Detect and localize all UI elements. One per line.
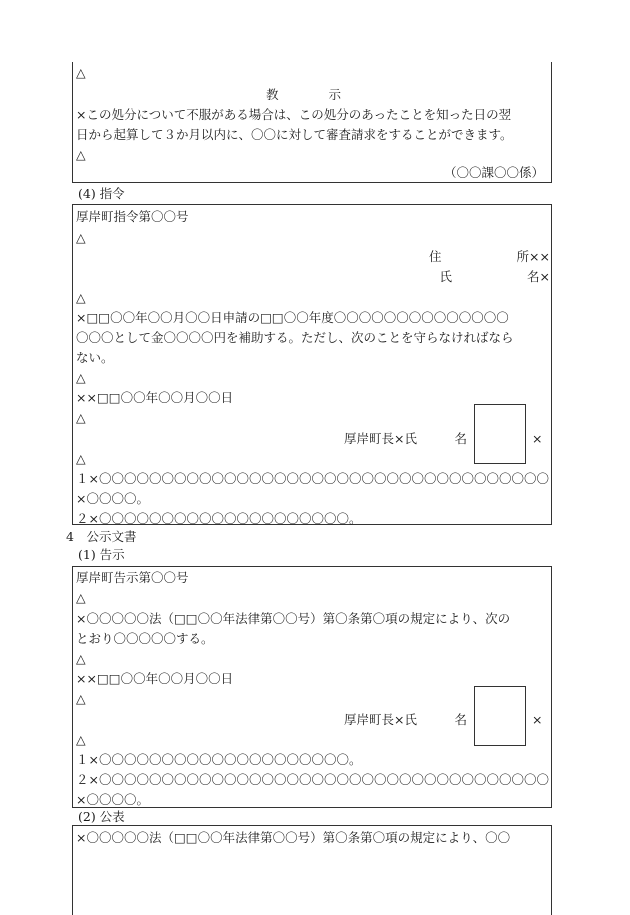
triangle-mark: △: [76, 451, 86, 466]
triangle-mark: △: [76, 590, 86, 605]
subsection-heading-kokuji: (1) 告示: [78, 547, 125, 562]
kyoji-text-line-2: 日から起算して３か月以内に、〇〇に対して審査請求をすることができます。: [76, 127, 513, 142]
triangle-mark: △: [76, 230, 86, 245]
doc-number: 厚岸町告示第〇〇号: [76, 570, 189, 585]
body-line: とおり〇〇〇〇〇する。: [76, 631, 214, 646]
list-item-2: ２×〇〇〇〇〇〇〇〇〇〇〇〇〇〇〇〇〇〇〇〇。: [76, 511, 362, 526]
triangle-mark: △: [76, 691, 86, 706]
triangle-mark: △: [76, 370, 86, 385]
mayor-tail-mark: ×: [532, 431, 543, 446]
body-line: ×□□〇〇年〇〇月〇〇日申請の□□〇〇年度〇〇〇〇〇〇〇〇〇〇〇〇〇〇: [76, 310, 509, 325]
triangle-mark: △: [76, 147, 86, 162]
body-line: ×〇〇〇〇〇法（□□〇〇年法律第〇〇号）第〇条第〇項の規定により、〇〇: [76, 830, 511, 845]
mayor-tail-mark: ×: [532, 712, 543, 727]
triangle-mark: △: [76, 651, 86, 666]
body-line: ない。: [76, 350, 114, 365]
body-line: 〇〇〇として金〇〇〇〇円を補助する。ただし、次のことを守らなければなら: [76, 330, 514, 345]
department-label: （〇〇課〇〇係）: [443, 165, 544, 180]
kyoji-title: 教 示: [266, 87, 342, 102]
list-item-1-cont: ×〇〇〇〇。: [76, 491, 149, 506]
mayor-signature-line: 厚岸町長×氏 名: [344, 431, 467, 446]
section-heading-shiji: (4) 指令: [78, 186, 125, 201]
address-line: 住 所××: [429, 249, 550, 264]
kyoji-text-line-1: ×この処分について不服がある場合は、この処分のあったことを知った日の翌: [76, 107, 512, 122]
section-heading-koji: 4 公示文書: [66, 529, 137, 544]
doc-number: 厚岸町指令第〇〇号: [76, 209, 189, 224]
triangle-mark: △: [76, 65, 86, 80]
date-line: ××□□〇〇年〇〇月〇〇日: [76, 390, 234, 405]
list-item-1: １×〇〇〇〇〇〇〇〇〇〇〇〇〇〇〇〇〇〇〇〇。: [76, 752, 362, 767]
mayor-signature-line: 厚岸町長×氏 名: [344, 712, 467, 727]
date-line: ××□□〇〇年〇〇月〇〇日: [76, 671, 234, 686]
list-item-2-cont: ×〇〇〇〇。: [76, 792, 149, 807]
body-line: ×〇〇〇〇〇法（□□〇〇年法律第〇〇号）第〇条第〇項の規定により、次の: [76, 611, 511, 626]
triangle-mark: △: [76, 732, 86, 747]
subsection-heading-kohyo: (2) 公表: [78, 809, 125, 824]
list-item-2: ２×〇〇〇〇〇〇〇〇〇〇〇〇〇〇〇〇〇〇〇〇〇〇〇〇〇〇〇〇〇〇〇〇〇〇〇〇: [76, 772, 549, 787]
triangle-mark: △: [76, 410, 86, 425]
triangle-mark: △: [76, 290, 86, 305]
list-item-1: １×〇〇〇〇〇〇〇〇〇〇〇〇〇〇〇〇〇〇〇〇〇〇〇〇〇〇〇〇〇〇〇〇〇〇〇〇: [76, 471, 549, 486]
name-line: 氏 名×: [439, 269, 550, 284]
